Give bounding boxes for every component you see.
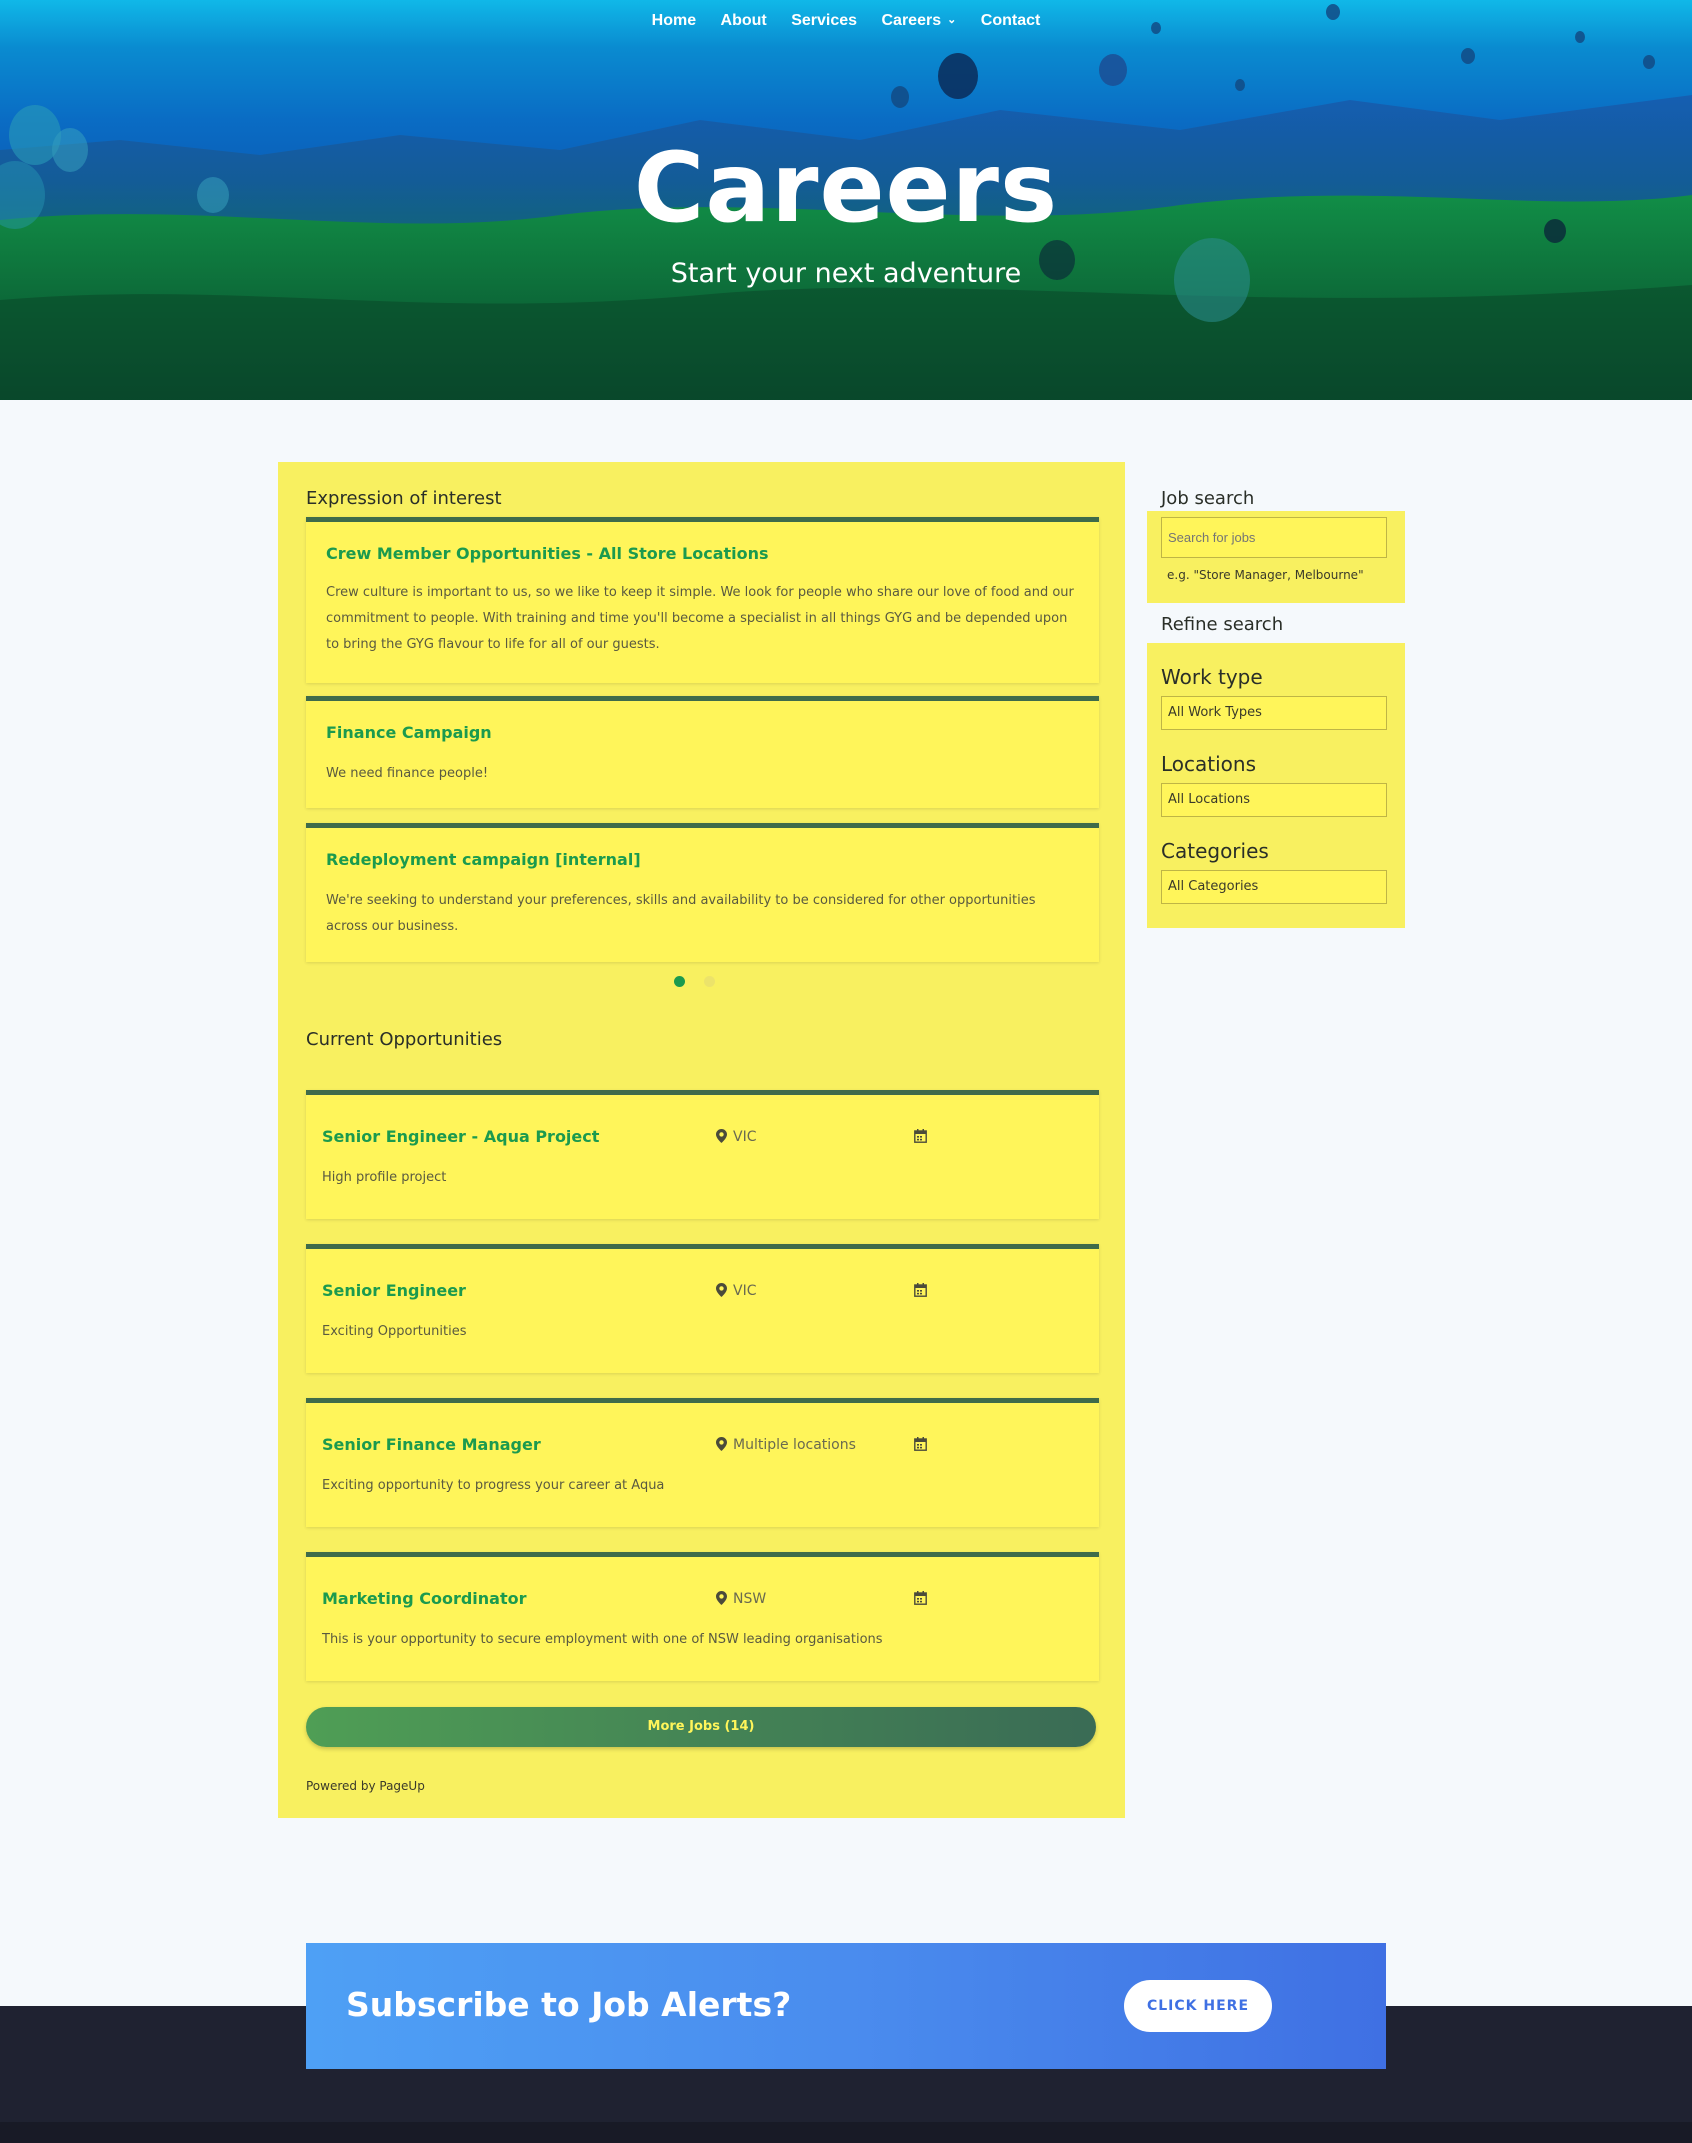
- job-location-text: VIC: [733, 1129, 757, 1145]
- job-title[interactable]: Senior Engineer - Aqua Project: [322, 1127, 600, 1146]
- subscribe-button[interactable]: CLICK HERE: [1124, 1980, 1272, 2032]
- footer-bottom-bar: [0, 2122, 1692, 2143]
- subscribe-banner: [306, 1943, 1386, 2069]
- carousel-dot-active[interactable]: [674, 976, 685, 987]
- main-navigation: [0, 12, 1692, 30]
- job-location-text: NSW: [733, 1591, 767, 1607]
- job-description: High profile project: [322, 1170, 447, 1185]
- carousel-dot[interactable]: [704, 976, 715, 987]
- job-title[interactable]: Senior Engineer: [322, 1281, 466, 1300]
- job-card[interactable]: [306, 1552, 1099, 1681]
- job-description: This is your opportunity to secure employment with one of NSW leading organisations: [322, 1632, 883, 1647]
- card-title[interactable]: Crew Member Opportunities - All Store Locations: [326, 544, 769, 563]
- nav-contact-link[interactable]: Contact: [980, 12, 1041, 29]
- calendar-icon: [914, 1437, 927, 1451]
- job-location-text: VIC: [733, 1283, 757, 1299]
- card-title[interactable]: Finance Campaign: [326, 723, 492, 742]
- job-card[interactable]: [306, 1398, 1099, 1527]
- nav-careers-label: Careers: [881, 12, 942, 29]
- job-location: [716, 1283, 756, 1299]
- categories-select[interactable]: All Categories: [1161, 870, 1387, 904]
- card-title[interactable]: Redeployment campaign [internal]: [326, 850, 641, 869]
- page-title: Careers: [633, 132, 1059, 244]
- nav-about-link[interactable]: About: [720, 12, 767, 29]
- location-pin-icon: [716, 1591, 727, 1605]
- job-location-text: Multiple locations: [733, 1437, 856, 1453]
- job-search-label: Job search: [1161, 488, 1255, 509]
- location-pin-icon: [716, 1129, 727, 1143]
- job-location: [716, 1129, 756, 1145]
- expression-card[interactable]: [306, 696, 1099, 808]
- hero-banner: [0, 0, 1692, 400]
- job-card[interactable]: [306, 1090, 1099, 1219]
- refine-search-label: Refine search: [1161, 614, 1284, 635]
- job-description: Exciting Opportunities: [322, 1324, 467, 1339]
- locations-select[interactable]: All Locations: [1161, 783, 1387, 817]
- work-type-select[interactable]: All Work Types: [1161, 696, 1387, 730]
- job-location: [716, 1591, 766, 1607]
- page-subtitle: Start your next adventure: [670, 258, 1022, 289]
- expression-of-interest-heading: Expression of interest: [306, 488, 502, 509]
- nav-careers-link[interactable]: [882, 12, 957, 30]
- job-location: [716, 1437, 856, 1453]
- current-opportunities-heading: Current Opportunities: [306, 1029, 503, 1050]
- expression-card[interactable]: [306, 517, 1099, 683]
- job-title[interactable]: Senior Finance Manager: [322, 1435, 541, 1454]
- nav-home-link[interactable]: Home: [651, 12, 697, 29]
- card-description: We're seeking to understand your preferences, skills and availability to be considered for other opportunities across our business.: [326, 893, 1036, 934]
- location-pin-icon: [716, 1283, 727, 1297]
- subscribe-title: Subscribe to Job Alerts?: [346, 1985, 792, 2024]
- calendar-icon: [914, 1129, 927, 1143]
- refine-search-box: [1147, 643, 1405, 928]
- job-description: Exciting opportunity to progress your career at Aqua: [322, 1478, 665, 1493]
- jobs-panel: [278, 462, 1125, 1818]
- categories-label: Categories: [1161, 839, 1269, 863]
- nav-services-link[interactable]: Services: [791, 12, 858, 29]
- job-title[interactable]: Marketing Coordinator: [322, 1589, 527, 1608]
- job-card[interactable]: [306, 1244, 1099, 1373]
- more-jobs-button[interactable]: More Jobs (14): [306, 1707, 1096, 1747]
- calendar-icon: [914, 1591, 927, 1605]
- card-description: We need finance people!: [326, 766, 489, 781]
- locations-label: Locations: [1161, 752, 1257, 776]
- card-description: Crew culture is important to us, so we like to keep it simple. We look for people who share our love of food and our commitment to people. With training and time you'll become a specialist in all things GYG and be depended upon to bring the GYG flavour to life for all of our guests.: [326, 585, 1074, 652]
- job-search-input[interactable]: [1161, 517, 1387, 558]
- expression-card[interactable]: [306, 823, 1099, 962]
- chevron-down-icon: ⌄: [947, 14, 957, 26]
- job-search-box: [1147, 511, 1405, 603]
- powered-by-text: Powered by PageUp: [306, 1779, 425, 1793]
- location-pin-icon: [716, 1437, 727, 1451]
- work-type-label: Work type: [1161, 665, 1263, 689]
- calendar-icon: [914, 1283, 927, 1297]
- search-hint: e.g. "Store Manager, Melbourne": [1167, 568, 1364, 582]
